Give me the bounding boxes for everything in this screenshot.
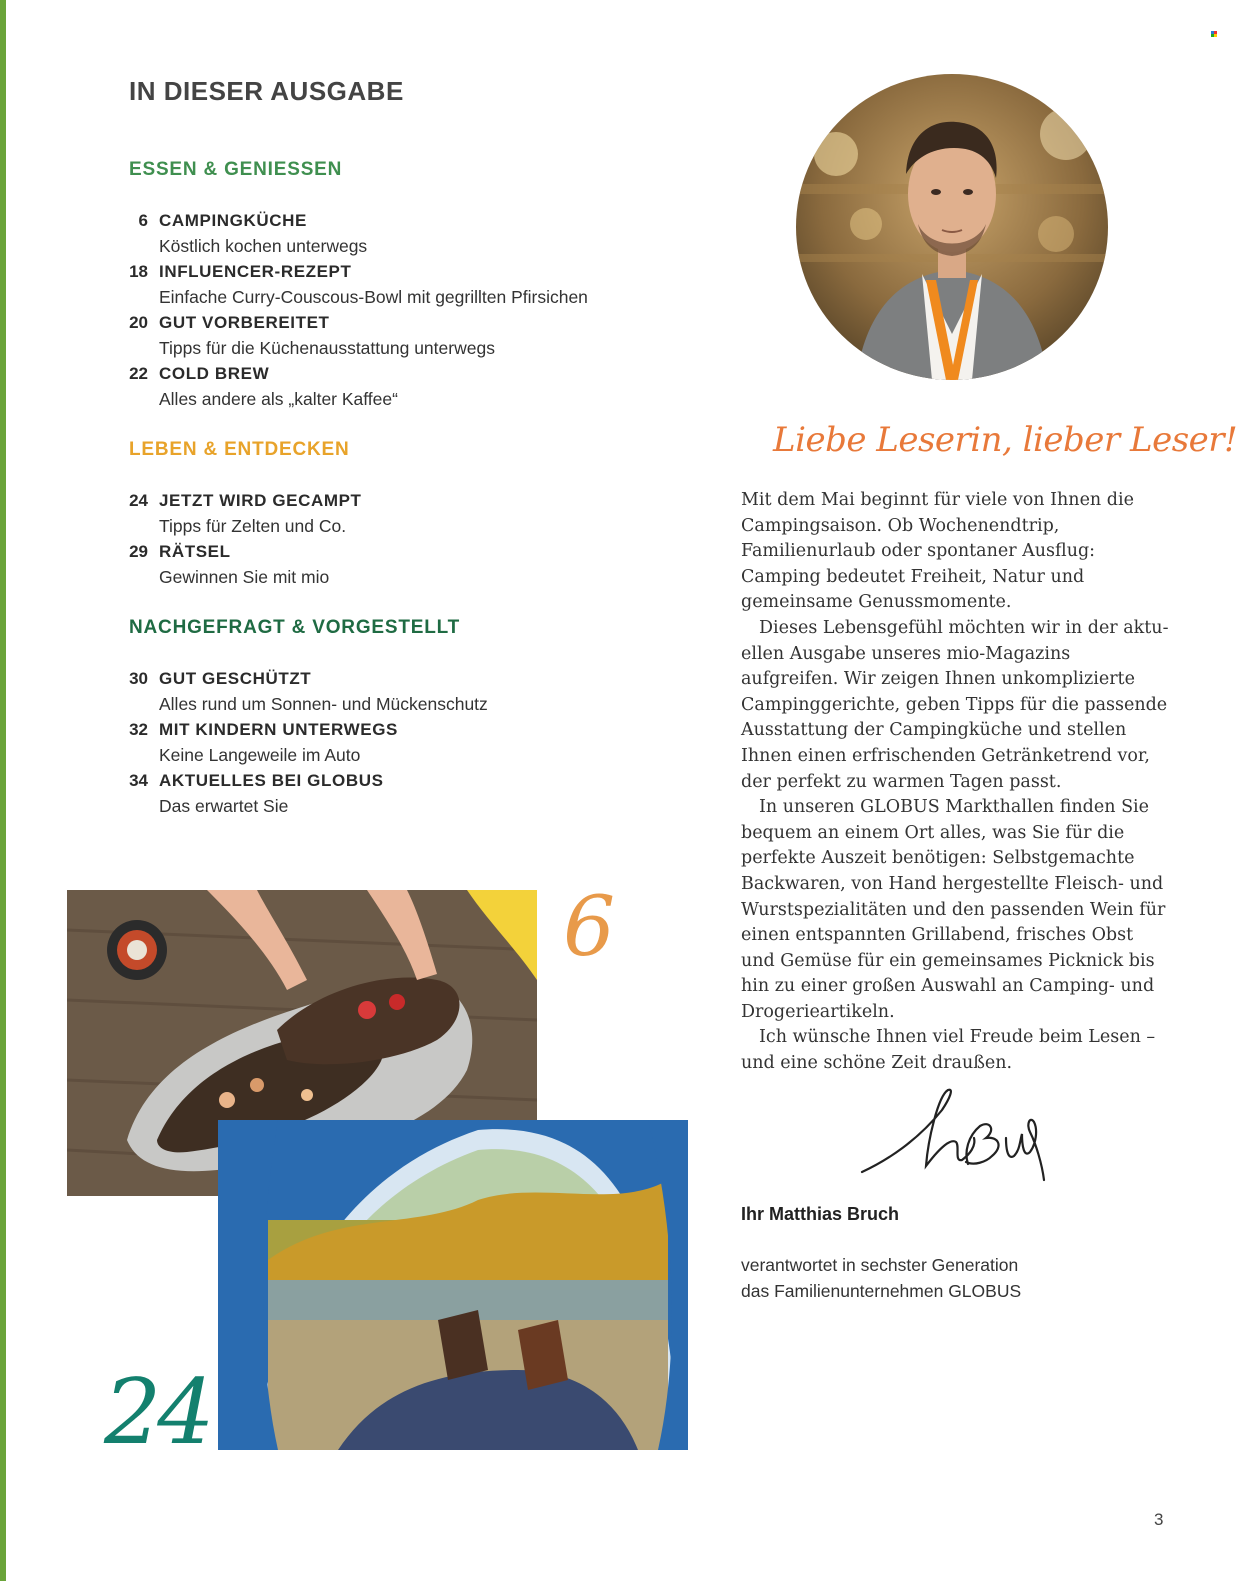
toc-entry-subtitle: Keine Langeweile im Auto — [159, 745, 361, 765]
signature-description — [741, 1253, 1141, 1304]
toc-entry-subtitle: Alles rund um Sonnen- und Mückenschutz — [159, 694, 488, 714]
toc-entry-title: GUT GESCHÜTZT — [159, 669, 312, 688]
toc-entry-title: COLD BREW — [159, 364, 270, 383]
editorial-paragraph: In unseren GLOBUS Markthallen finden Sie bequem an einem Ort alles, was Sie für die perfekte Auszeit benötigen: Selbstgemachte Backwaren, von Hand hergestellte Fleisch- und Wurstspezialitäten und den passenden Wein für einen entspannten Grillabend, frisches Obst und Gemüse für ein gemeinsames Picknick bis hin zu einer großen Auswahl an Camping- und Drogerieartikeln. — [741, 797, 1166, 1022]
toc-entry-title: AKTUELLES BEI GLOBUS — [159, 771, 384, 790]
toc-entry-title: RÄTSEL — [159, 542, 231, 561]
page-number: 3 — [1154, 1510, 1164, 1529]
editorial-paragraph: Mit dem Mai beginnt für viele von Ihnen die Campingsaison. Ob Wochenendtrip, Familienurlaub oder spontaner Ausflug: Camping bedeutet Freiheit, Natur und gemeinsame Genussmomente. — [741, 490, 1134, 613]
toc-page-number: 30 — [129, 669, 148, 688]
signature-name: Ihr Matthias Bruch — [741, 1204, 900, 1224]
section-heading-essen: ESSEN & GENIESSEN — [129, 159, 343, 180]
toc-entry-title: GUT VORBEREITET — [159, 313, 330, 332]
feature-page-number-24: 24 — [104, 1360, 211, 1465]
section-heading-leben: LEBEN & ENTDECKEN — [129, 439, 350, 460]
toc-page-number: 29 — [129, 542, 148, 561]
handwritten-signature — [858, 1080, 1058, 1190]
toc-entry-subtitle: Tipps für Zelten und Co. — [159, 516, 347, 536]
toc-entry-subtitle: Einfache Curry-Couscous-Bowl mit gegrillten Pfirsichen — [159, 287, 588, 307]
toc-entry-title: JETZT WIRD GECAMPT — [159, 491, 362, 510]
editorial-greeting: Liebe Leserin, lieber Leser! — [773, 420, 1238, 460]
toc-page-number: 22 — [129, 364, 148, 383]
toc-entry-title: MIT KINDERN UNTERWEGS — [159, 720, 398, 739]
editorial-letter — [741, 488, 1171, 1077]
feature-page-number-6: 6 — [563, 880, 616, 975]
toc-title: IN DIESER AUSGABE — [129, 76, 404, 106]
toc-entry-subtitle: Köstlich kochen unterwegs — [159, 236, 368, 256]
toc-page-number: 6 — [138, 211, 148, 230]
toc-entry-subtitle: Alles andere als „kalter Kaffee“ — [159, 389, 398, 409]
color-registration-mark — [1211, 31, 1218, 38]
editor-portrait-photo — [796, 74, 1108, 380]
toc-page-number: 20 — [129, 313, 148, 332]
toc-entry-subtitle: Tipps für die Küchenausstattung unterwegs — [159, 338, 495, 358]
toc-page-number: 32 — [129, 720, 148, 739]
editorial-paragraph: Dieses Lebensgefühl möchten wir in der aktuellen Ausgabe unseres mio-Magazins aufgreifen. Wir zeigen Ihnen unkomplizierte Campinggerichte, geben Tipps für die passende Ausstattung der Campingküche und stellen Ihnen einen erfrischenden Getränketrend vor, der perfekt zu warmen Tagen passt. — [741, 617, 1169, 792]
toc-page-number: 18 — [129, 262, 148, 281]
toc-entry-subtitle: Gewinnen Sie mit mio — [159, 567, 330, 587]
editorial-paragraph: Ich wünsche Ihnen viel Freude beim Lesen – und eine schöne Zeit draußen. — [741, 1027, 1156, 1074]
section-heading-nachgefragt: NACHGEFRAGT & VORGESTELLT — [129, 617, 461, 638]
tent-view-lake-photo[interactable] — [218, 1120, 688, 1450]
toc-page-number: 24 — [129, 491, 148, 510]
toc-entry-title: INFLUENCER-REZEPT — [159, 262, 352, 281]
signature-description-line: das Familienunternehmen GLOBUS — [741, 1280, 1022, 1301]
signature-description-line: verantwortet in sechster Generation — [741, 1255, 1019, 1275]
toc-entry-title: CAMPINGKÜCHE — [159, 211, 307, 230]
toc-page-number: 34 — [129, 771, 148, 790]
toc-entry-subtitle: Das erwartet Sie — [159, 796, 289, 816]
page-edge-bar — [0, 0, 6, 1581]
